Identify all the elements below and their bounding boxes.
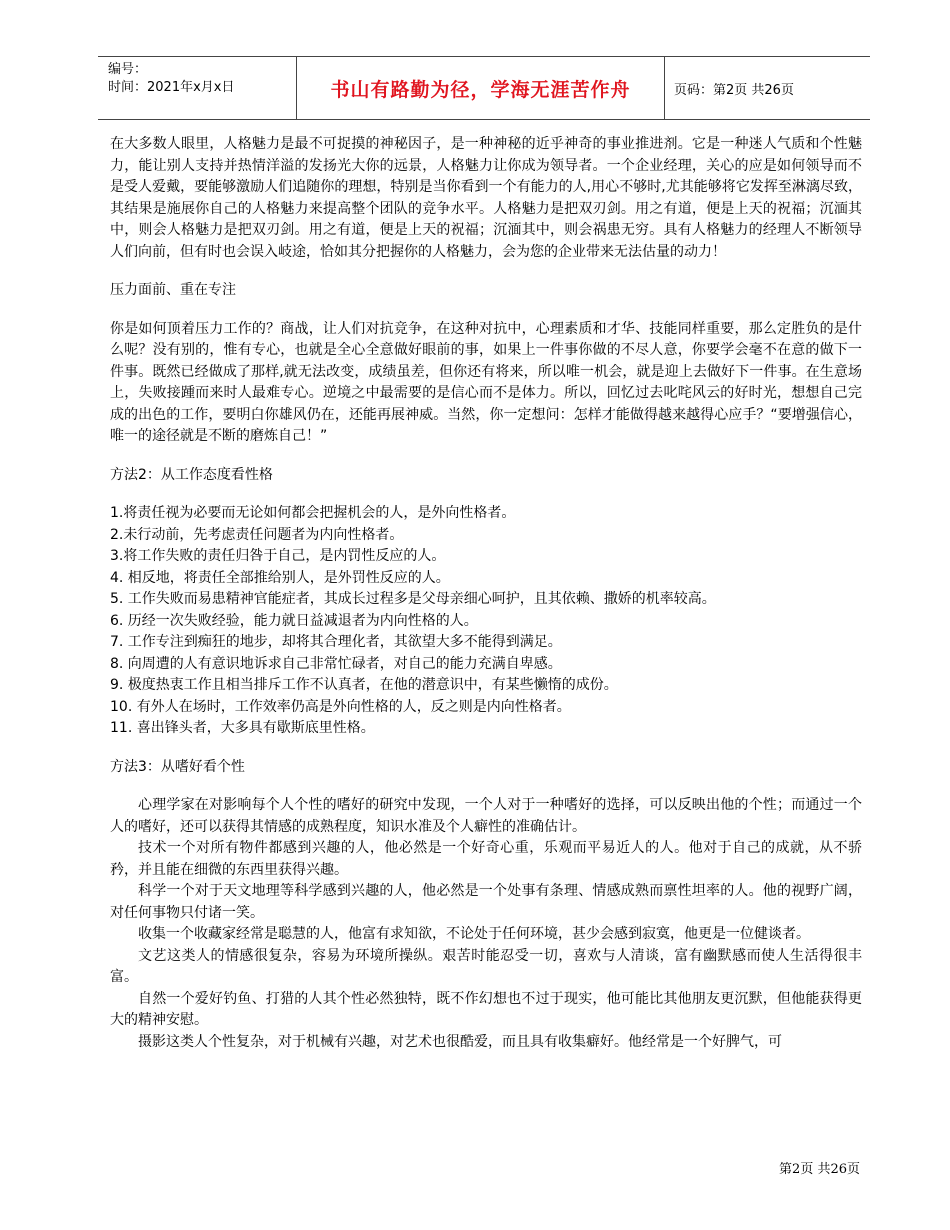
list-item: 2.未行动前，先考虑责任问题者为内向性格者。 bbox=[110, 526, 404, 543]
header-page-number: 页码：第2页 共26页 bbox=[674, 82, 794, 98]
hobby-paragraph: 摄影这类人个性复杂，对于机械有兴趣，对艺术也很酷爱，而且具有收集癖好。他经常是一个好脾气，可 bbox=[138, 1033, 782, 1050]
hobby-paragraph: 科学一个对于天文地理等科学感到兴趣的人，他必然是一个处事有条理、情感成熟而禀性坦率的人。他的视野广阔，对任何事物只付诸一笑。 bbox=[110, 883, 862, 921]
work-attitude-list bbox=[110, 503, 862, 740]
list-item: 7. 工作专注到痴狂的地步，却将其合理化者，其欲望大多不能得到满足。 bbox=[110, 634, 562, 650]
header-motto: 书山有路勤为径，学海无涯苦作舟 bbox=[297, 57, 665, 119]
page-footer: 第2页 共26页 bbox=[779, 1162, 860, 1177]
section-heading-pressure: 压力面前、重在专注 bbox=[110, 282, 236, 298]
hobby-paragraph: 文艺这类人的情感很复杂，容易为环境所操纵。艰苦时能忍受一切，喜欢与人清谈，富有幽默感而使人生活得很丰富。 bbox=[110, 947, 862, 985]
list-item: 11. 喜出锋头者，大多具有歇斯底里性格。 bbox=[110, 720, 375, 736]
page-header bbox=[98, 56, 870, 120]
list-item: 5. 工作失败而易患精神官能症者，其成长过程多是父母亲细心呵护，且其依赖、撒娇的机率较高。 bbox=[110, 591, 716, 607]
header-meta bbox=[98, 57, 297, 119]
section-heading-work-attitude: 方法2：从工作态度看性格 bbox=[110, 466, 273, 483]
list-item: 8. 向周遭的人有意识地诉求自己非常忙碌者，对自己的能力充满自卑感。 bbox=[110, 655, 562, 672]
hobby-paragraph: 自然一个爱好钓鱼、打猎的人其个性必然独特，既不作幻想也不过于现实，他可能比其他朋友更沉默，但他能获得更大的精神安慰。 bbox=[110, 990, 862, 1028]
list-item: 10. 有外人在场时，工作效率仍高是外向性格的人，反之则是内向性格者。 bbox=[110, 698, 571, 715]
list-item: 3.将工作失败的责任归咎于自己，是内罚性反应的人。 bbox=[110, 548, 446, 564]
hobby-paragraph: 技术一个对所有物件都感到兴趣的人，他必然是一个好奇心重，乐观而平易近人的人。他对于自己的成就，从不骄矜，并且能在细微的东西里获得兴趣。 bbox=[110, 840, 862, 878]
list-item: 9. 极度热衷工作且相当排斥工作不认真者，在他的潜意识中，有某些懒惰的成份。 bbox=[110, 677, 618, 693]
hobbies-section bbox=[110, 795, 862, 1053]
list-item: 1.将责任视为必要而无论如何都会把握机会的人，是外向性格者。 bbox=[110, 505, 516, 521]
hobby-paragraph: 收集一个收藏家经常是聪慧的人，他富有求知欲，不论处于任何环境，甚少会感到寂寞，他更是一位健谈者。 bbox=[138, 926, 810, 942]
pressure-paragraph: 你是如何顶着压力工作的？商战，让人们对抗竞争，在这种对抗中，心理素质和才华、技能同样重要，那么定胜负的是什么呢？没有别的，惟有专心，也就是全心全意做好眼前的事，如果上一件事你做的不尽人意，你要学会毫不在意的做下一件事。既然已经做成了那样,就无法改变，成绩虽差，但你还有将来，所以唯一机会，就是迎上去做好下一件事。在生意场上，失败接踵而来时人最难专心。逆境之中最需要的是信心而不是体力。所以，回忆过去叱咤风云的好时光，想想自己完成的出色的工作，要明白你雄风仍在，还能再展神威。当然，你一定想问：怎样才能做得越来越得心应手？“要增强信心，唯一的途径就是不断的磨炼自己！” bbox=[110, 320, 862, 444]
document-date: 时间：2021年x月x日 bbox=[108, 80, 235, 95]
document-number-label: 编号： bbox=[108, 62, 148, 77]
section-heading-hobbies: 方法3：从嗜好看个性 bbox=[110, 758, 245, 775]
hobby-paragraph: 心理学家在对影响每个人个性的嗜好的研究中发现，一个人对于一种嗜好的选择，可以反映出他的个性；而通过一个人的嗜好，还可以获得其情感的成熟程度，知识水准及个人癖性的准确估计。 bbox=[110, 797, 862, 835]
list-item: 6. 历经一次失败经验，能力就日益减退者为内向性格的人。 bbox=[110, 612, 478, 629]
list-item: 4. 相反地，将责任全部推给别人，是外罚性反应的人。 bbox=[110, 569, 450, 586]
document-body bbox=[110, 134, 862, 1053]
intro-paragraph: 在大多数人眼里，人格魅力是最不可捉摸的神秘因子，是一种神秘的近乎神奇的事业推进剂。它是一种迷人气质和个性魅力，能让别人支持并热情洋溢的发扬光大你的远景，人格魅力让你成为领导者。一个企业经理，关心的应是如何领导而不是受人爱戴，要能够激励人们追随你的理想，特别是当你看到一个有能力的人,用心不够时,尤其能够将它发挥至淋漓尽致，其结果是施展你自己的人格魅力来提高整个团队的竞争水平。人格魅力是把双刃剑。用之有道，便是上天的祝福；沉湎其中，则会人格魅力是把双刃剑。用之有道，便是上天的祝福；沉湎其中，则会祸患无穷。具有人格魅力的经理人不断领导人们向前，但有时也会误入岐途，恰如其分把握你的人格魅力，会为您的企业带来无法估量的动力！ bbox=[110, 136, 862, 260]
